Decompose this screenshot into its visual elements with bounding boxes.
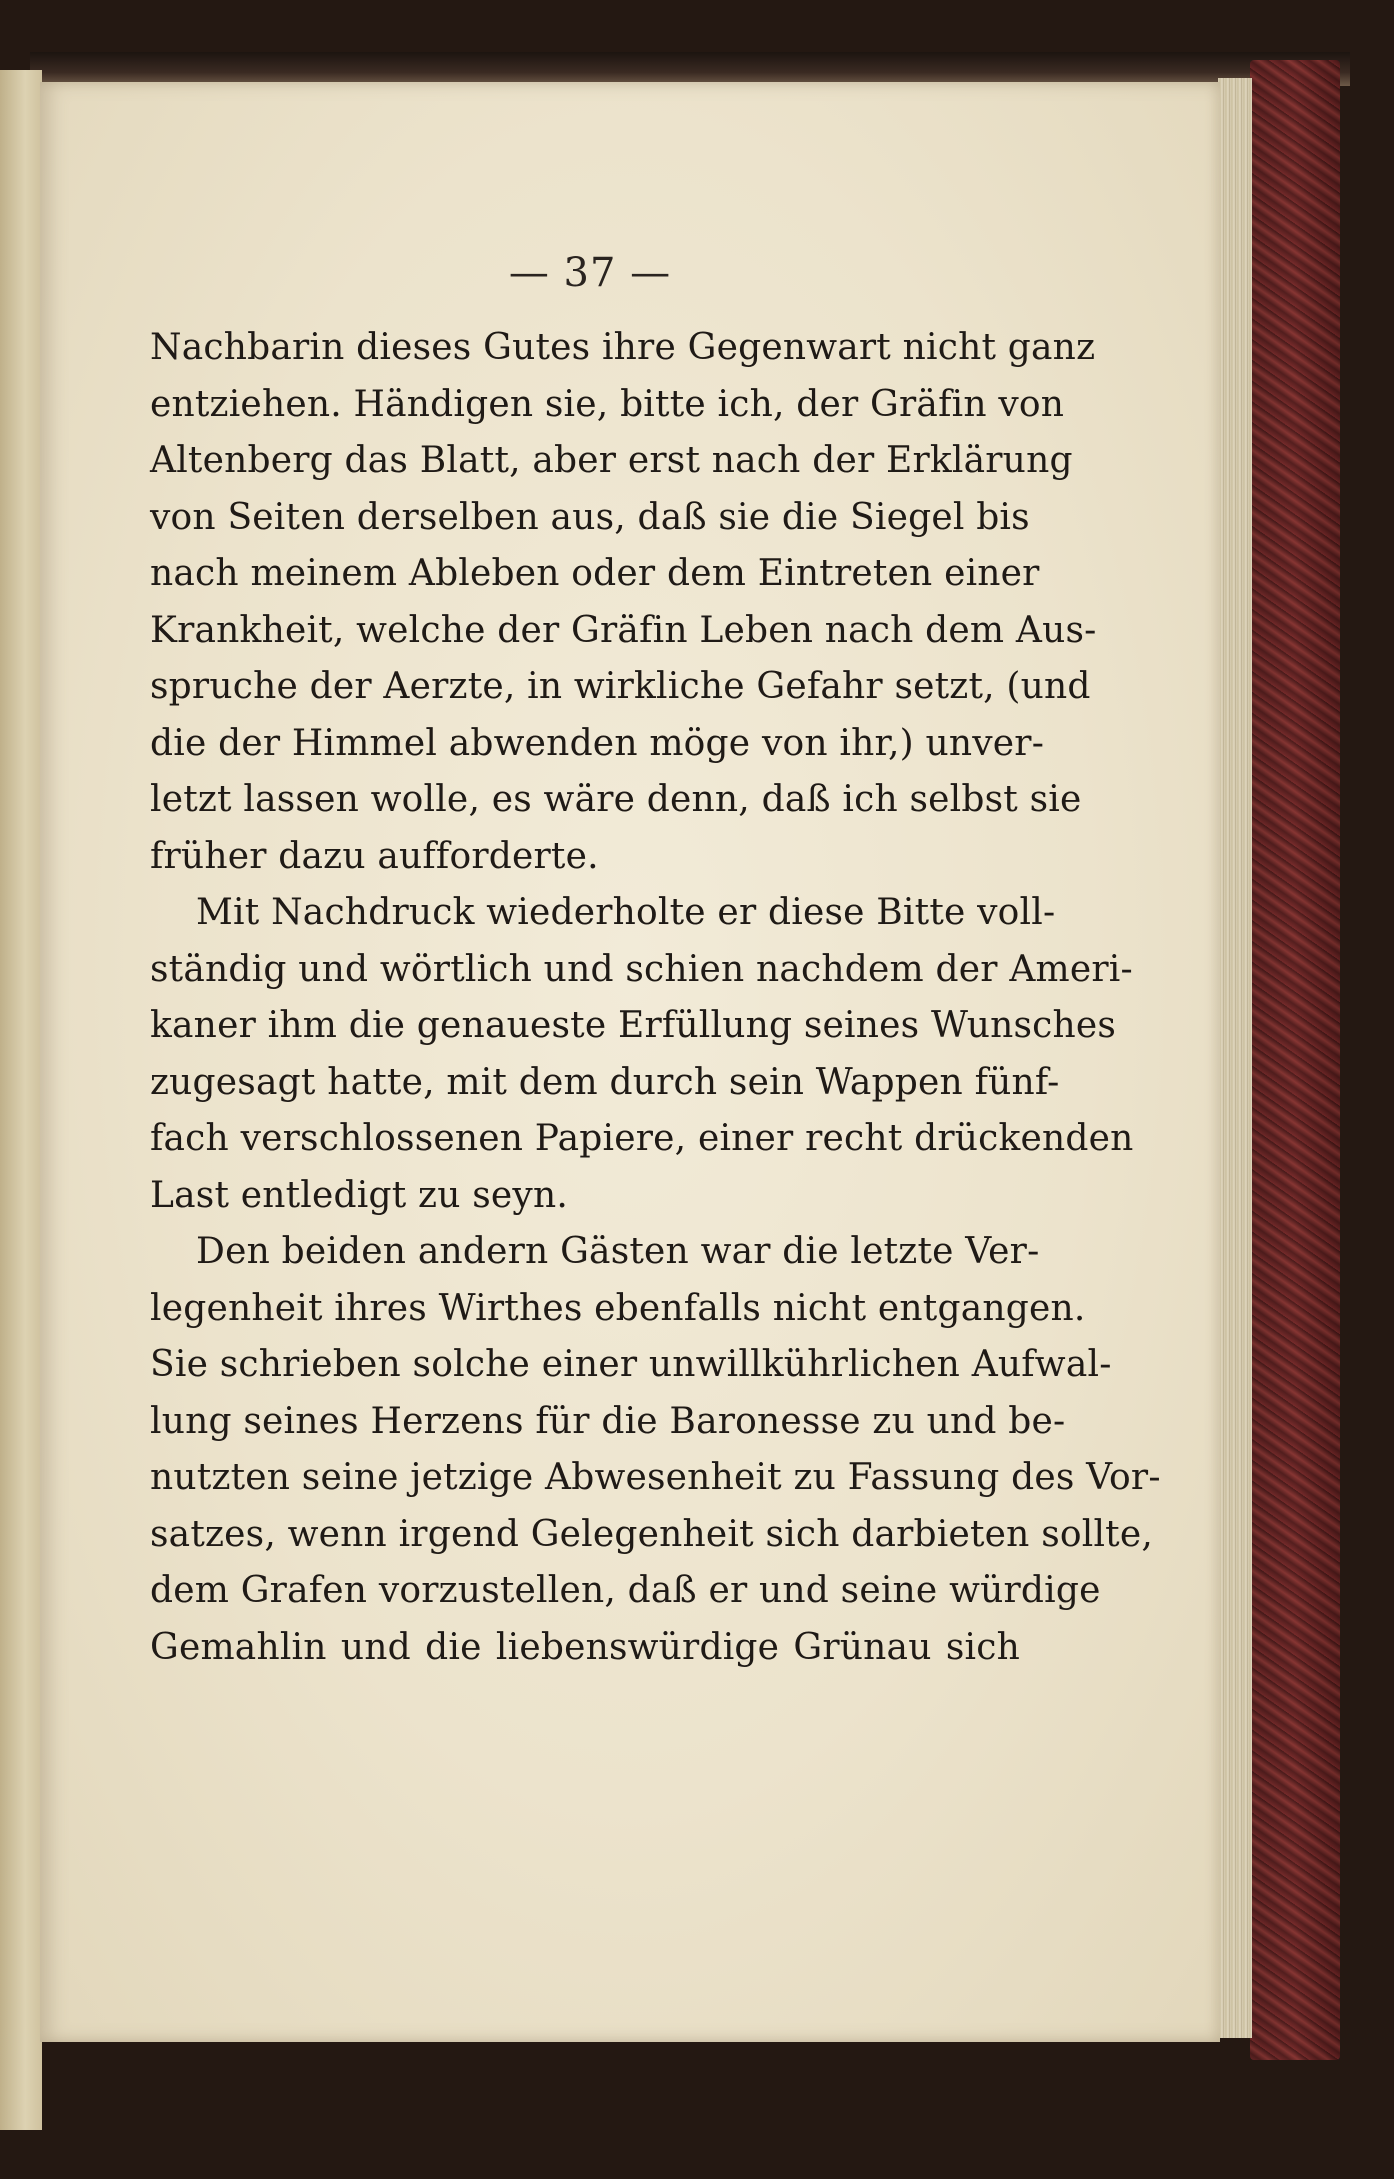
text-line: fach verschlossenen Papiere, einer recht drückenden <box>150 1118 1134 1159</box>
text-line: spruche der Aerzte, in wirkliche Gefahr setzt, (und <box>150 666 1091 707</box>
text-line: die der Himmel abwenden möge von ihr,) unver- <box>150 722 1045 764</box>
text-line: letzt lassen wolle, es wäre denn, daß ich selbst sie <box>150 779 1082 820</box>
text-line: Mit Nachdruck wiederholte er diese Bitte voll- <box>196 892 1056 933</box>
text-line: Den beiden andern Gästen war die letzte Ver- <box>196 1231 1040 1272</box>
text-line: Sie schrieben solche einer unwillkührlichen Aufwal- <box>150 1344 1112 1385</box>
book-page <box>40 82 1220 2042</box>
text-line: satzes, wenn irgend Gelegenheit sich darbieten sollte, <box>150 1513 1153 1555</box>
text-line: Altenberg das Blatt, aber erst nach der Erklärung <box>150 440 1073 481</box>
text-line: nach meinem Ableben oder dem Eintreten einer <box>150 553 1040 594</box>
text-line: von Seiten derselben aus, daß sie die Siegel bis <box>150 496 1030 538</box>
text-line: dem Grafen vorzustellen, daß er und seine würdige <box>150 1570 1101 1611</box>
text-line: zugesagt hatte, mit dem durch sein Wappen fünf- <box>150 1061 1060 1103</box>
page-number: — 37 — <box>508 250 672 296</box>
marbled-cover <box>1250 60 1340 2060</box>
text-line: legenheit ihres Wirthes ebenfalls nicht entgangen. <box>150 1287 1086 1329</box>
page-edges <box>1218 78 1252 2038</box>
body-text <box>150 320 1161 1676</box>
text-line: kaner ihm die genaueste Erfüllung seines Wunsches <box>150 1005 1117 1046</box>
text-line: Last entledigt zu seyn. <box>150 1174 568 1216</box>
text-line: Nachbarin dieses Gutes ihre Gegenwart nicht ganz <box>150 327 1096 368</box>
facing-page-edge <box>0 70 42 2130</box>
book-top-edge <box>30 52 1350 86</box>
text-line: lung seines Herzens für die Baronesse zu und be- <box>150 1400 1066 1442</box>
text-line: entziehen. Händigen sie, bitte ich, der Gräfin von <box>150 383 1065 425</box>
text-line: ständig und wörtlich und schien nachdem der Ameri- <box>150 948 1133 990</box>
text-line: früher dazu aufforderte. <box>150 835 599 877</box>
text-line: Gemahlin und die liebenswürdige Grünau sich <box>150 1626 1020 1668</box>
text-line: nutzten seine jetzige Abwesenheit zu Fassung des Vor- <box>150 1457 1161 1498</box>
text-line: Krankheit, welche der Gräfin Leben nach dem Aus- <box>150 609 1097 651</box>
